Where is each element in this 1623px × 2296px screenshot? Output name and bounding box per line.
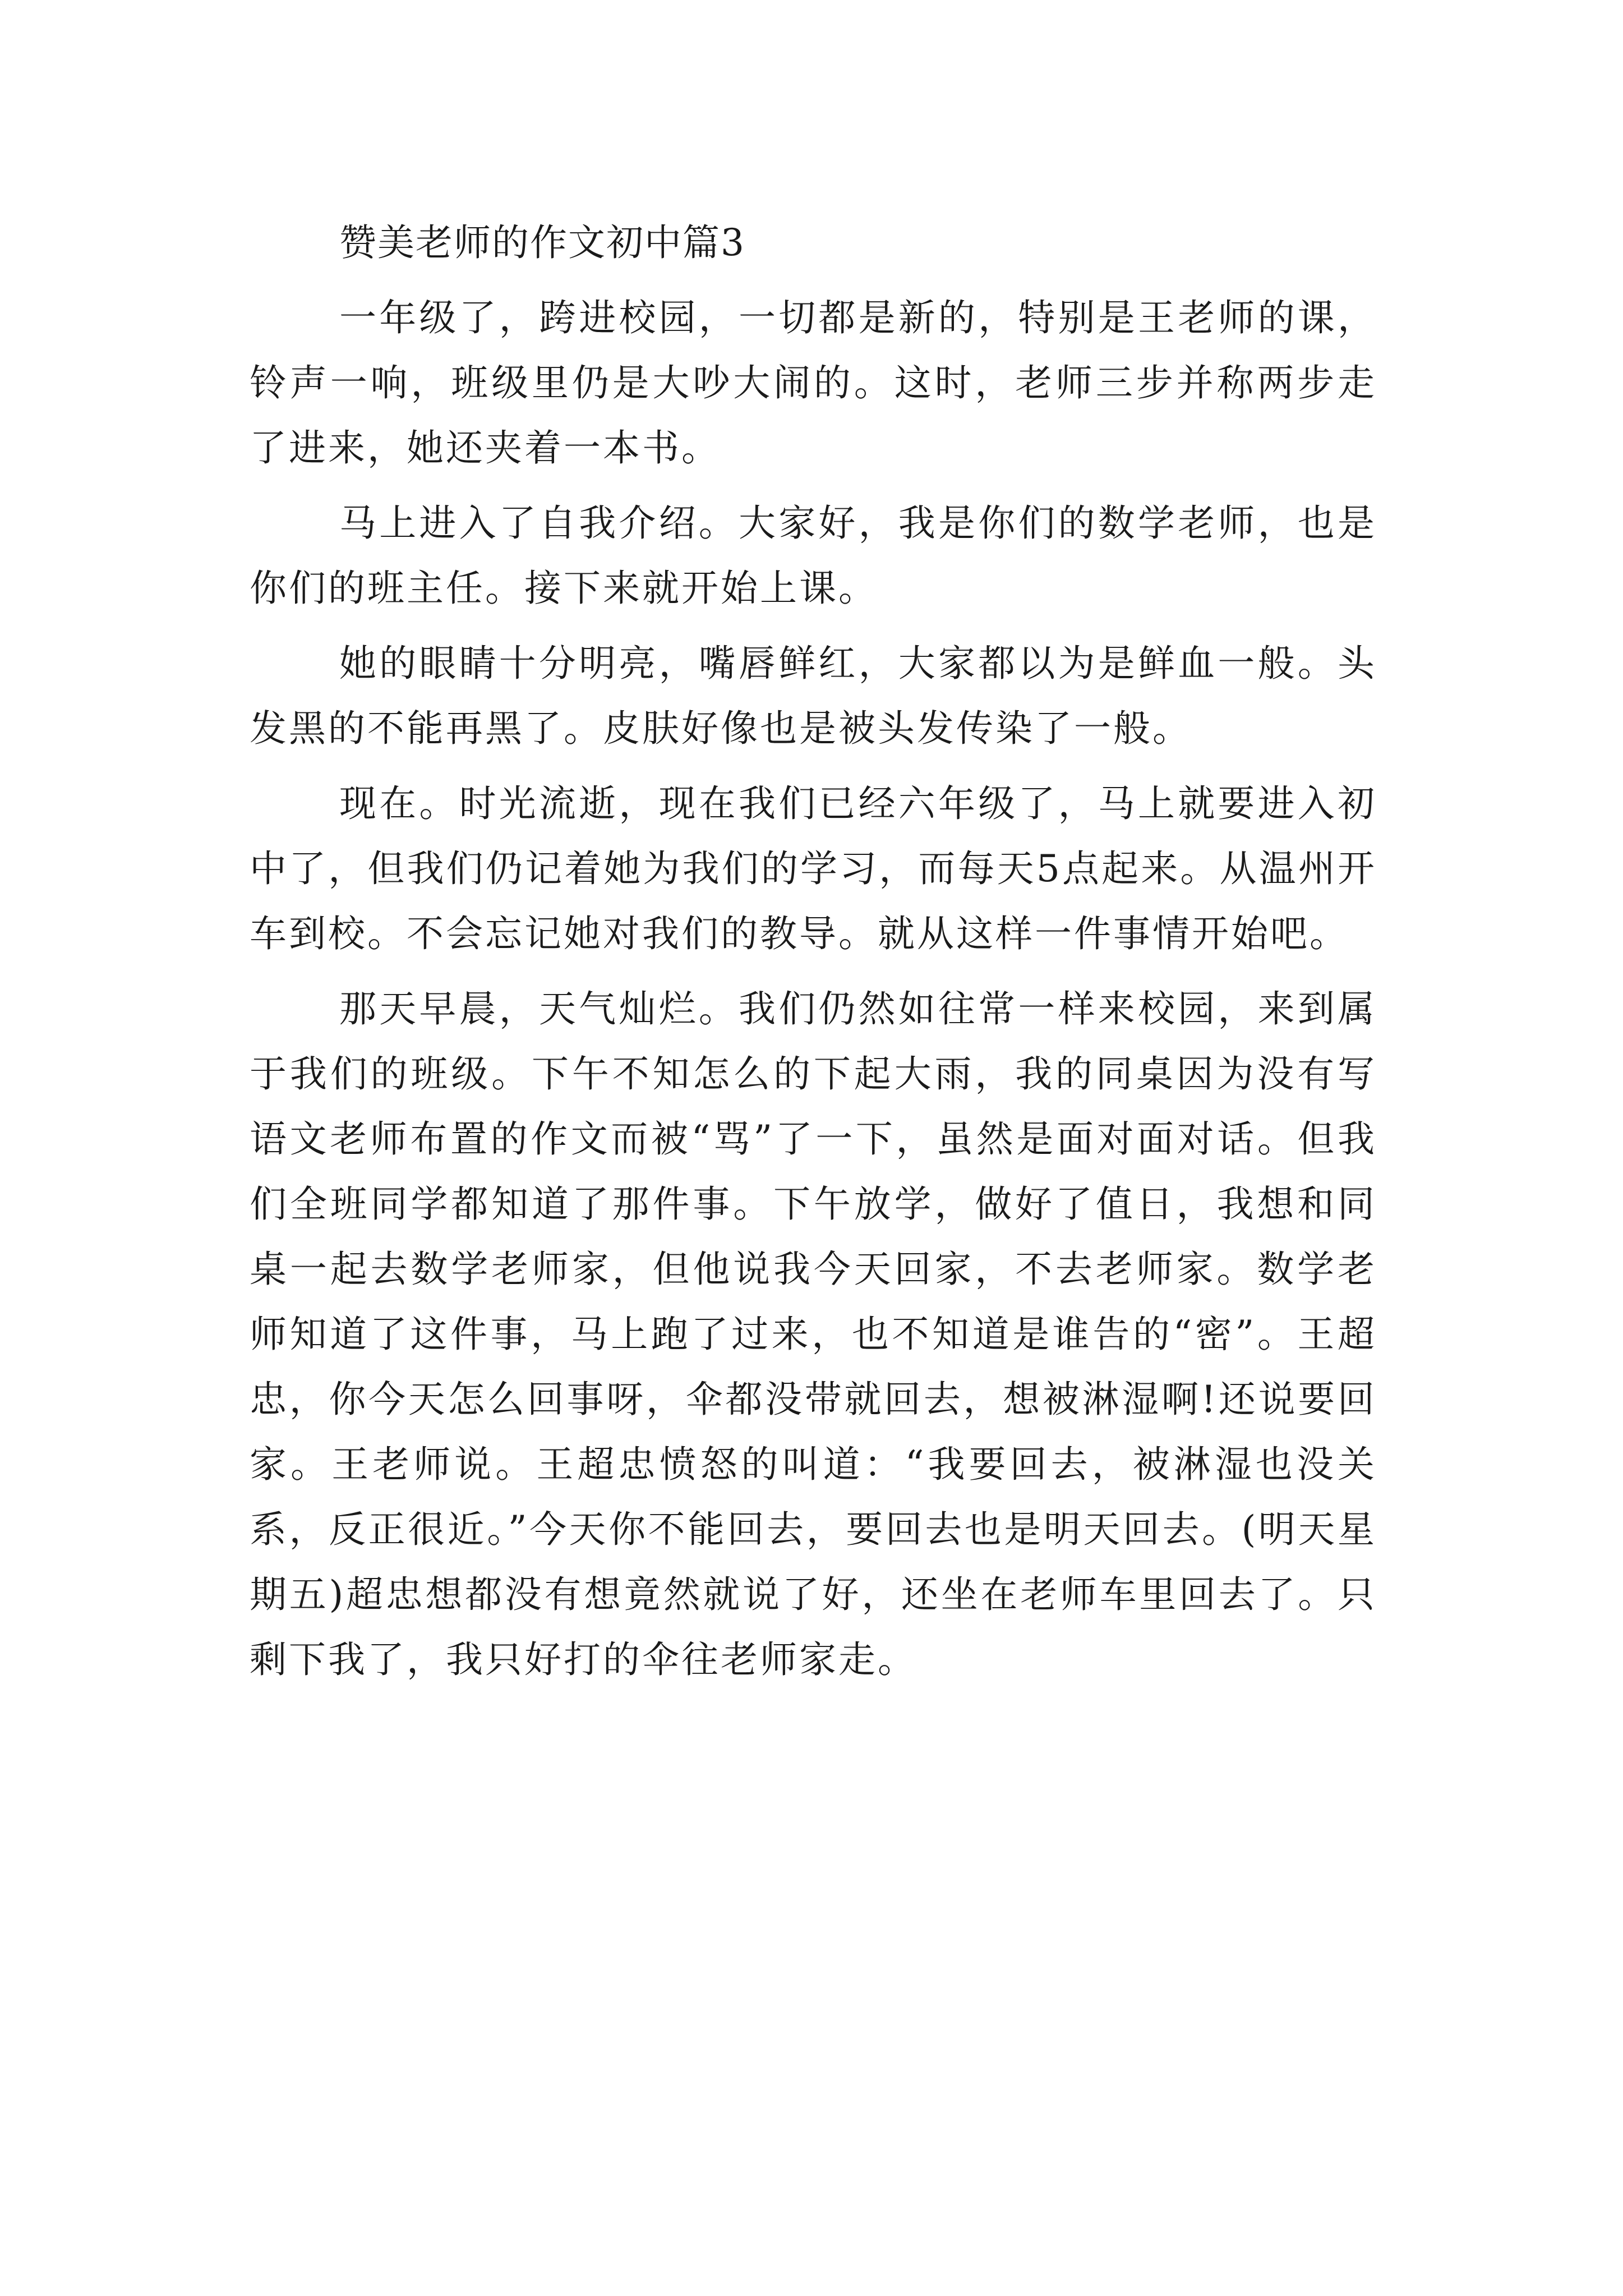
paragraph-4: 现在。时光流逝，现在我们已经六年级了，马上就要进入初中了，但我们仍记着她为我们的学习，而每天5点起来。从温州开车到校。不会忘记她对我们的教导。就从这样一件事情开始吧。: [250, 782, 1377, 955]
paragraph-3: 她的眼睛十分明亮，嘴唇鲜红，大家都以为是鲜血一般。头发黑的不能再黑了。皮肤好像也是被头发传染了一般。: [250, 642, 1377, 750]
paragraph-2: 马上进入了自我介绍。大家好，我是你们的数学老师，也是你们的班主任。接下来就开始上课。: [250, 501, 1377, 610]
paragraph-1: 一年级了，跨进校园，一切都是新的，特别是王老师的课，铃声一响，班级里仍是大吵大闹的。这时，老师三步并称两步走了进来，她还夹着一本书。: [250, 296, 1377, 470]
paragraph-5: 那天早晨，天气灿烂。我们仍然如往常一样来校园，来到属于我们的班级。下午不知怎么的下起大雨，我的同桌因为没有写语文老师布置的作文而被“骂”了一下，虽然是面对面对话。但我们全班同学都知道了那件事。下午放学，做好了值日，我想和同桌一起去数学老师家，但他说我今天回家，不去老师家。数学老师知道了这件事，马上跑了过来，也不知道是谁告的“密”。王超忠，你今天怎么回事呀，伞都没带就回去，想被淋湿啊!还说要回家。王老师说。王超忠愤怒的叫道：“我要回去，被淋湿也没关系，反正很近。”今天你不能回去，要回去也是明天回去。(明天星期五)超忠想都没有想竟然就说了好，还坐在老师车里回去了。只剩下我了，我只好打的伞往老师家走。: [250, 987, 1377, 1681]
document-title: 赞美老师的作文初中篇3: [339, 221, 745, 264]
document-body: [250, 210, 1377, 1703]
